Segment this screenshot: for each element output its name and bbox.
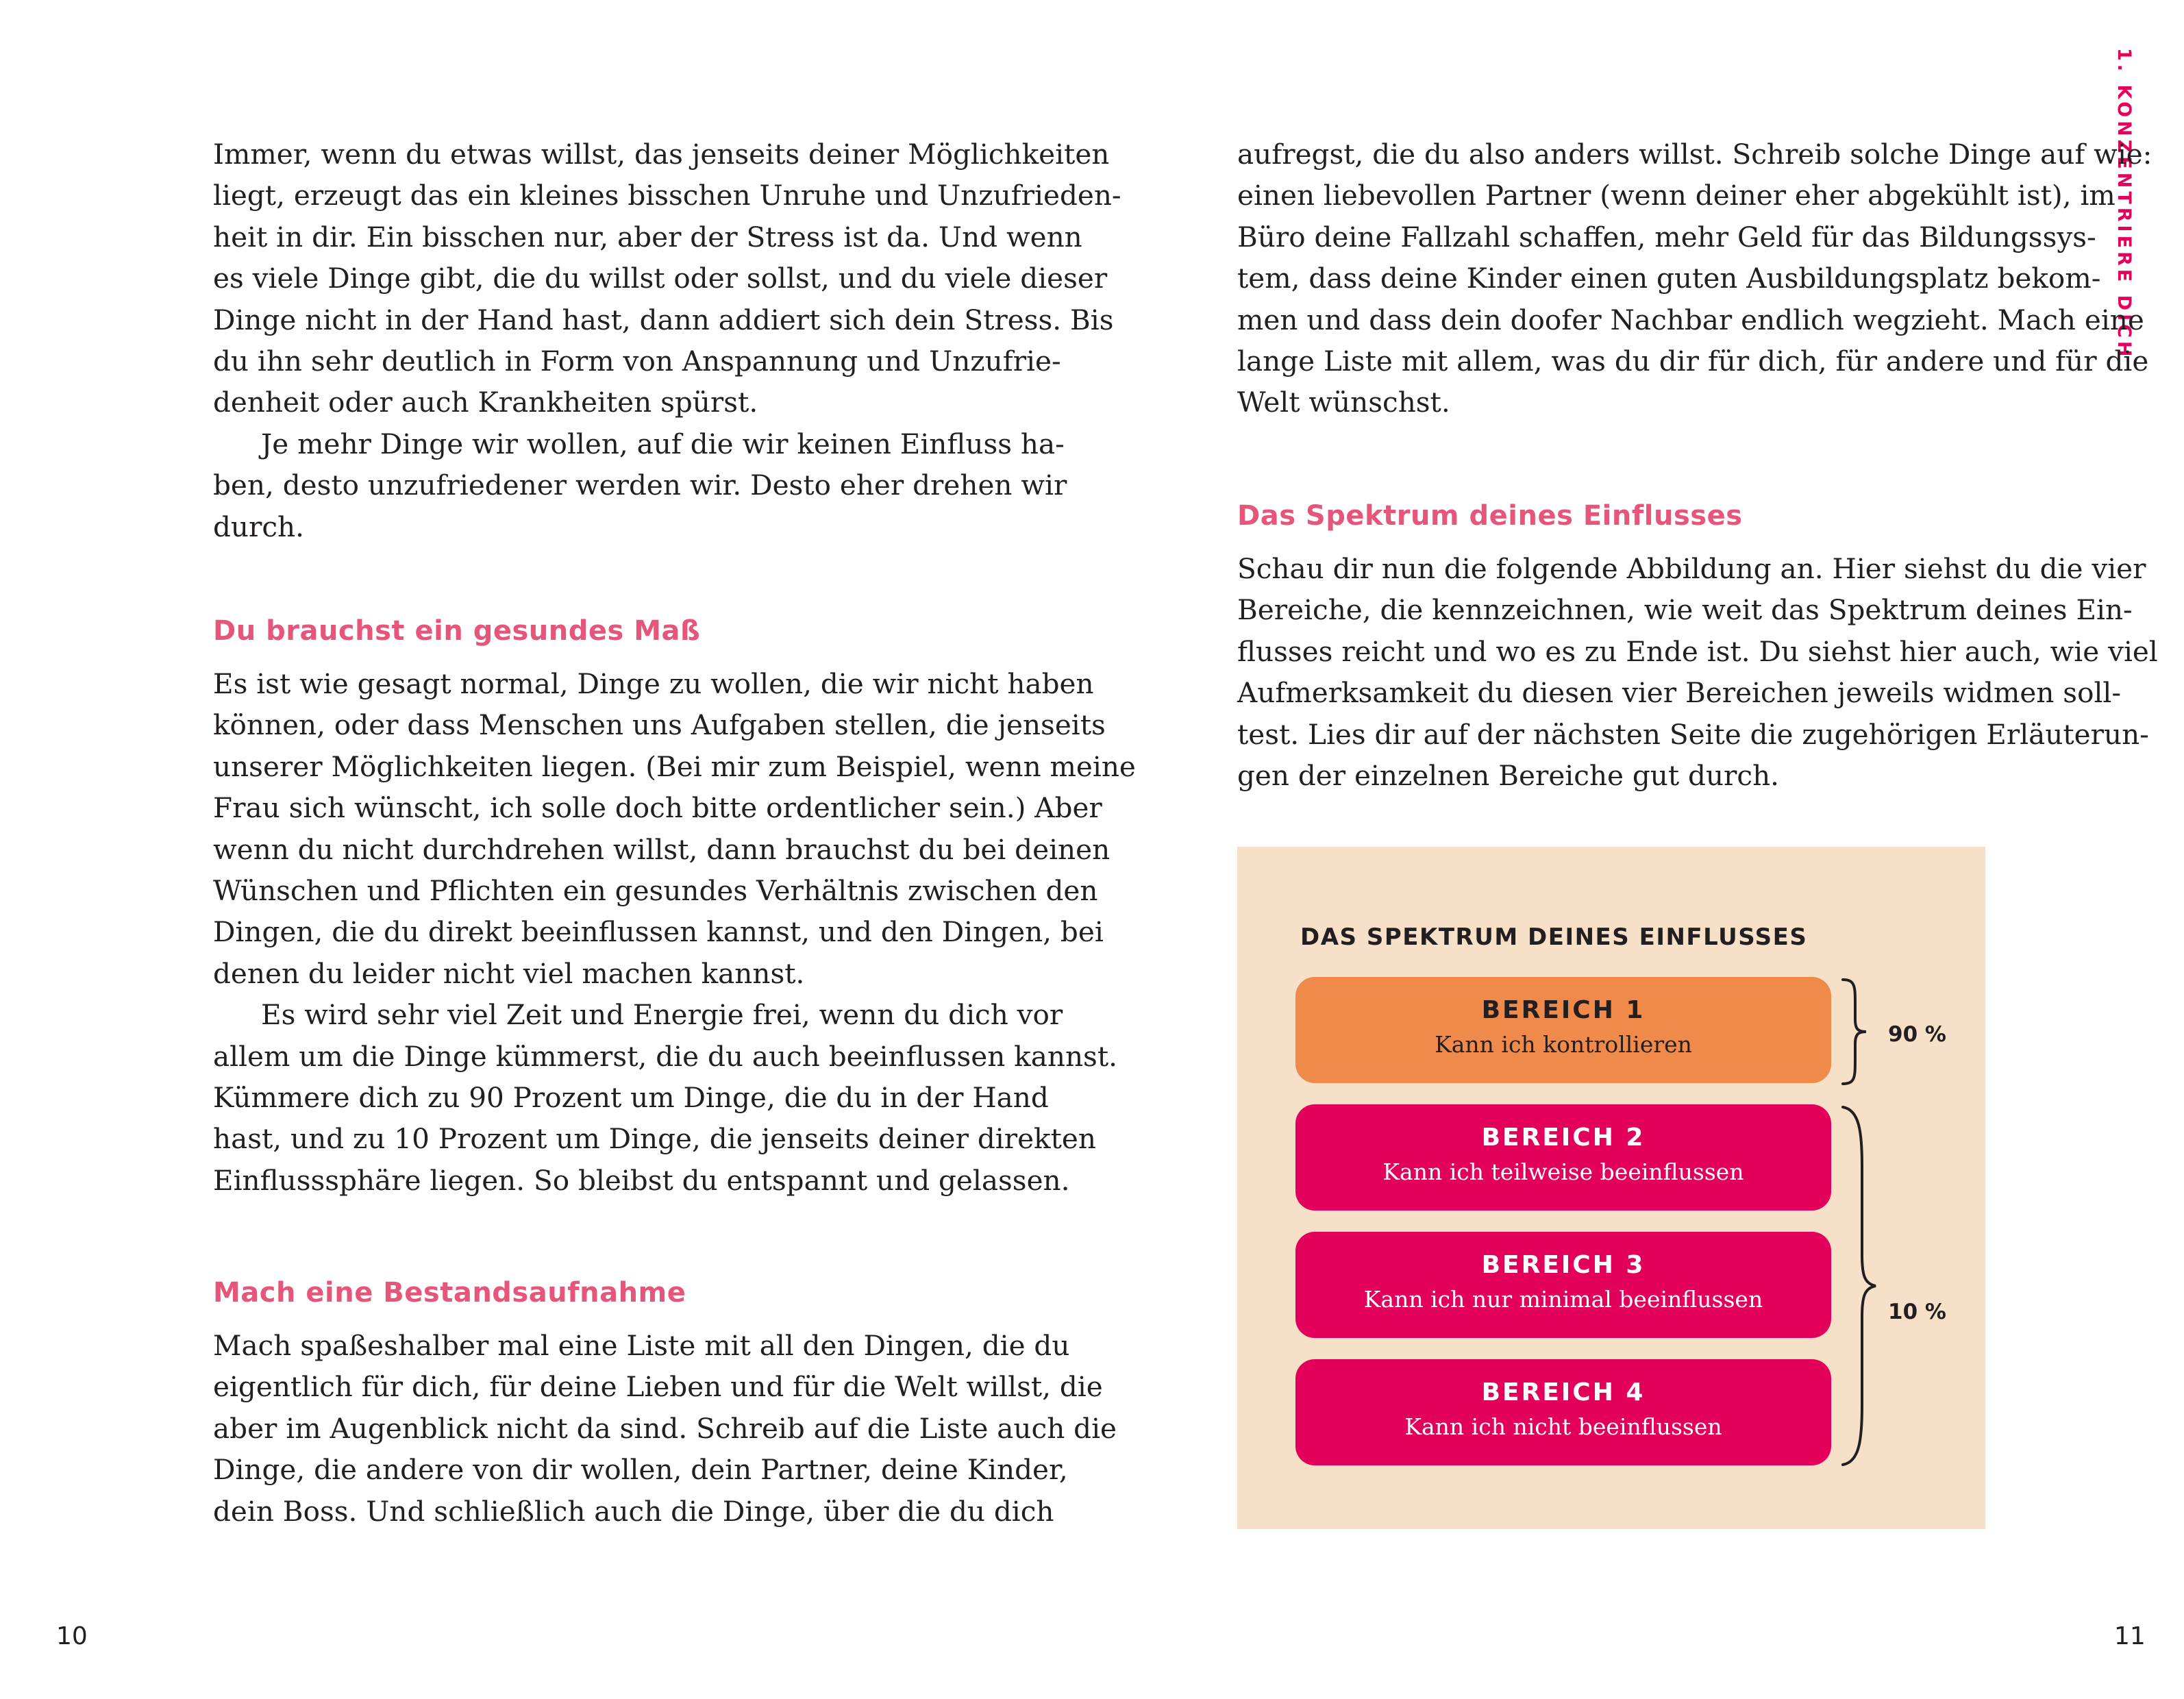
text-line: du ihn sehr deutlich in Form von Anspannung und Unzufrie- [213,345,1061,378]
figure-title: DAS SPEKTRUM DEINES EINFLUSSES [1300,923,1808,951]
paragraph-normal [213,663,1136,994]
text-line: gen der einzelnen Bereiche gut durch. [1237,759,1780,793]
text-line: eigentlich für dich, für deine Lieben und für die Welt willst, die [213,1370,1103,1404]
paragraph-stress [213,134,1121,423]
bereich-title: BEREICH 1 [1481,996,1646,1024]
text-line: Es wird sehr viel Zeit und Energie frei, wenn du dich vor [261,998,1063,1032]
text-line: lange Liste mit allem, was du dir für dich, für andere und für die [1237,345,2149,378]
page-number-left: 10 [56,1622,88,1650]
bereich-3-box [1295,1232,1831,1338]
bereich-4-box [1295,1359,1831,1465]
heading-gesundes-mass: Du brauchst ein gesundes Maß [213,615,701,647]
text-line: Einflusssphäre liegen. So bleibst du entspannt und gelassen. [213,1163,1070,1197]
text-line: einen liebevollen Partner (wenn deiner eher abgekühlt ist), im [1237,179,2115,212]
text-line: aber im Augenblick nicht da sind. Schreib auf die Liste auch die [213,1411,1117,1445]
text-line: denen du leider nicht viel machen kannst. [213,956,805,990]
heading-bestandsaufnahme: Mach eine Bestandsaufnahme [213,1277,686,1309]
heading-spektrum: Das Spektrum deines Einflusses [1237,500,1743,532]
text-line: Bereiche, die kennzeichnen, wie weit das Spektrum deines Ein- [1237,593,2133,627]
bereich-2-box [1295,1104,1831,1211]
chapter-side-tab: 1. KONZENTRIERE DICH [2113,48,2135,360]
text-line: Aufmerksamkeit du diesen vier Bereichen jeweils widmen soll- [1237,676,2122,710]
text-line: Immer, wenn du etwas willst, das jenseits deiner Möglichkeiten [213,138,1110,171]
text-line: hast, und zu 10 Prozent um Dinge, die jenseits deiner direkten [213,1122,1096,1156]
text-line: Mach spaßeshalber mal eine Liste mit all den Dingen, die du [213,1329,1070,1362]
text-line: Dingen, die du direkt beeinflussen kannst, und den Dingen, bei [213,915,1104,949]
text-line: liegt, erzeugt das ein kleines bisschen Unruhe und Unzufrieden- [213,179,1121,212]
bereich-1-box [1295,977,1831,1083]
bereich-title: BEREICH 2 [1481,1124,1646,1152]
brace-icon [1840,1104,1881,1467]
text-line: durch. [213,510,305,543]
text-line: wenn du nicht durchdrehen willst, dann brauchst du bei deinen [213,832,1110,866]
text-line: Es ist wie gesagt normal, Dinge zu wollen, die wir nicht haben [213,667,1094,700]
text-line: Wünschen und Pflichten ein gesundes Verhältnis zwischen den [213,874,1098,908]
left-page-column-3 [213,1325,1117,1532]
bereich-desc: Kann ich kontrollieren [1435,1031,1692,1058]
text-line: allem um die Dinge kümmerst, die du auch beeinflussen kannst. [213,1039,1117,1073]
percent-90: 90 % [1888,1022,1946,1047]
left-page-column [213,134,1121,547]
page-number-right: 11 [2114,1622,2146,1650]
text-line: können, oder dass Menschen uns Aufgaben stellen, die jenseits [213,708,1106,742]
bereich-title: BEREICH 4 [1481,1378,1646,1406]
paragraph-liste [213,1325,1117,1532]
text-line: aufregst, die du also anders willst. Schreib solche Dinge auf wie: [1237,138,2152,171]
text-line: Dinge nicht in der Hand hast, dann addiert sich dein Stress. Bis [213,303,1114,336]
text-line: men und dass dein doofer Nachbar endlich wegzieht. Mach eine [1237,303,2144,336]
right-page-column-2 [1237,548,2158,796]
text-line: Je mehr Dinge wir wollen, auf die wir keinen Einfluss ha- [261,427,1065,460]
paragraph-unzufrieden [213,423,1067,547]
text-line: test. Lies dir auf der nächsten Seite die zugehörigen Erläuterun- [1237,717,2149,751]
text-line: es viele Dinge gibt, die du willst oder sollst, und du viele dieser [213,262,1108,295]
text-line: ben, desto unzufriedener werden wir. Desto eher drehen wir [213,469,1067,502]
percent-10: 10 % [1888,1300,1946,1324]
text-line: unserer Möglichkeiten liegen. (Bei mir zum Beispiel, wenn meine [213,749,1136,783]
text-line: Schau dir nun die folgende Abbildung an. Hier siehst du die vier [1237,552,2146,585]
text-line: Kümmere dich zu 90 Prozent um Dinge, die du in der Hand [213,1081,1049,1115]
text-line: tem, dass deine Kinder einen guten Ausbildungsplatz bekom- [1237,262,2101,295]
spektrum-figure [1237,847,1985,1529]
text-line: Frau sich wünscht, ich solle doch bitte ordentlicher sein.) Aber [213,791,1102,825]
text-line: dein Boss. Und schließlich auch die Dinge, über die du dich [213,1494,1054,1528]
text-line: denheit oder auch Krankheiten spürst. [213,386,758,419]
text-line: flusses reicht und wo es zu Ende ist. Du siehst hier auch, wie viel [1237,634,2158,668]
paragraph-abbildung [1237,548,2158,796]
bereich-title: BEREICH 3 [1481,1251,1646,1279]
text-line: Büro deine Fallzahl schaffen, mehr Geld für das Bildungssys- [1237,220,2096,253]
text-line: Dinge, die andere von dir wollen, dein Partner, deine Kinder, [213,1453,1068,1487]
bereich-desc: Kann ich nur minimal beeinflussen [1363,1286,1763,1313]
left-page-column-2 [213,663,1136,1201]
bereich-desc: Kann ich nicht beeinflussen [1404,1413,1722,1440]
text-line: Welt wünschst. [1237,386,1450,419]
paragraph-zeit-energie [213,994,1117,1201]
bereich-desc: Kann ich teilweise beeinflussen [1382,1158,1744,1185]
brace-icon [1840,977,1874,1087]
text-line: heit in dir. Ein bisschen nur, aber der Stress ist da. Und wenn [213,220,1082,253]
